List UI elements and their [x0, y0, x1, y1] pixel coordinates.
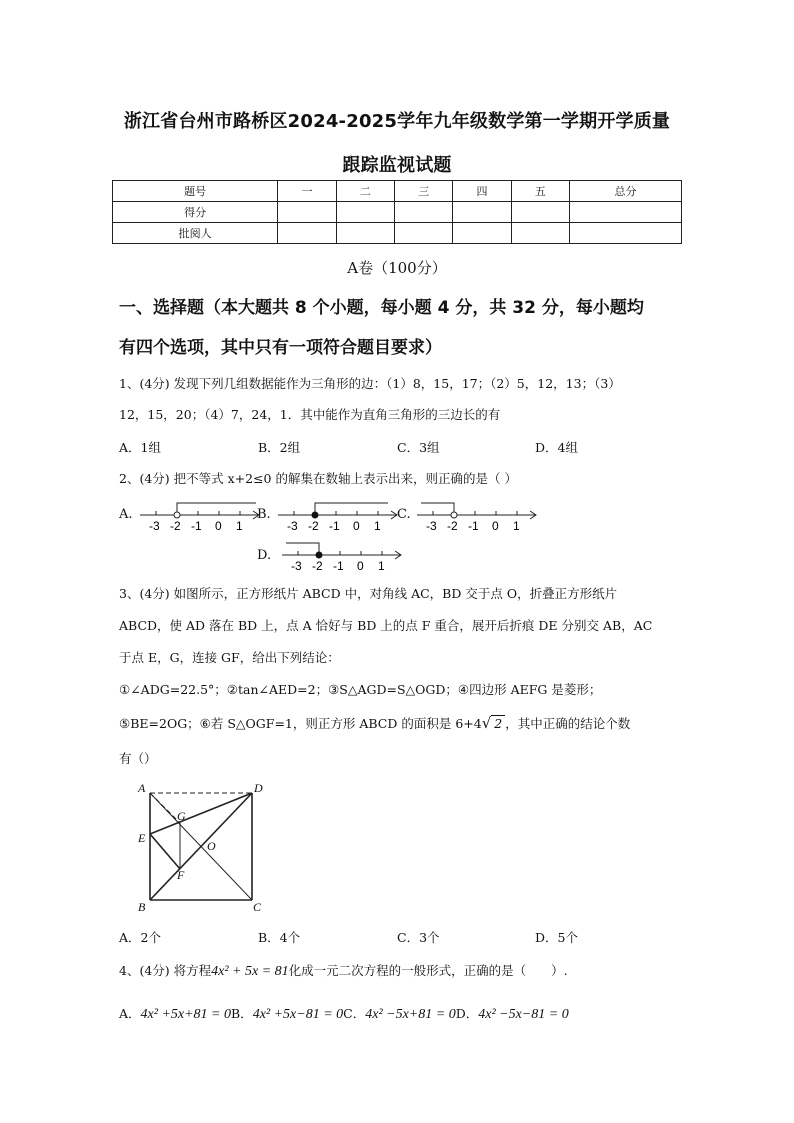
tick-label: -3	[149, 519, 160, 533]
q3-stem-line6: 有（）	[119, 751, 157, 766]
score-cell	[453, 202, 511, 223]
q3-conclusions-line2	[119, 709, 679, 738]
tick-label: 0	[215, 519, 222, 533]
square-fold-figure	[134, 780, 274, 915]
tick-label: 1	[374, 519, 381, 533]
score-table-header-row	[113, 181, 682, 202]
q4-stem-a: 4、(4分) 将方程	[119, 963, 212, 978]
section-heading-line2: 有四个选项，其中只有一项符合题目要求）	[119, 338, 442, 358]
tick-label: 0	[492, 519, 499, 533]
score-cell	[278, 202, 336, 223]
q3-option-d: D．5个	[535, 930, 578, 945]
q2-stem: 2、(4分) 把不等式 x+2≤0 的解集在数轴上表示出来，则正确的是（ ）	[119, 471, 517, 486]
score-cell	[570, 223, 682, 244]
q1-option-a: A．1组	[119, 440, 161, 455]
score-header-cell: 四	[453, 181, 511, 202]
q1-option-c: C．3组	[397, 440, 440, 455]
q3-option-b: B．4个	[258, 930, 301, 945]
q4-stem	[119, 957, 679, 986]
score-row-label: 得分	[113, 202, 278, 223]
tick-label: -3	[291, 559, 302, 573]
q4-equation: 4x² + 5x = 81	[211, 964, 289, 979]
point-label-e: E	[138, 831, 146, 845]
section-heading-line1: 一、选择题（本大题共 8 个小题，每小题 4 分，共 32 分，每小题均	[119, 298, 644, 318]
score-header-cell: 题号	[113, 181, 278, 202]
q4-stem-b: 化成一元二次方程的一般形式，正确的是（ ）.	[288, 963, 568, 978]
tick-label: -1	[191, 519, 202, 533]
tick-label: 1	[513, 519, 520, 533]
point-label-f: F	[177, 868, 185, 882]
score-cell	[336, 223, 394, 244]
point-label-g: G	[177, 809, 186, 823]
score-cell	[395, 223, 453, 244]
q3-conclusions-line1: ①∠ADG=22.5°；②tan∠AED=2；③S△AGD=S△OGD；④四边形 AEFG 是菱形；	[119, 682, 602, 697]
tick-label: 0	[353, 519, 360, 533]
score-cell	[453, 223, 511, 244]
number-line-d	[278, 537, 408, 573]
q1-stem-line1: 1、(4分) 发现下列几组数据能作为三角形的边：（1）8，15，17；（2）5，12，13；（3）	[119, 376, 621, 391]
tick-label: -3	[426, 519, 437, 533]
q3-line5-b: ，其中正确的结论个数	[505, 716, 631, 731]
score-cell	[511, 202, 569, 223]
q2-label-b: B.	[257, 507, 271, 522]
q1-option-d: D．4组	[535, 440, 578, 455]
q3-stem-line3: 于点 E，G，连接 GF，给出下列结论：	[119, 650, 340, 665]
page-title-line1: 浙江省台州市路桥区2024-2025学年九年级数学第一学期开学质量	[123, 111, 671, 132]
page-title-line2: 跟踪监视试题	[342, 155, 452, 176]
number-line-b	[274, 497, 404, 533]
tick-label: -2	[308, 519, 319, 533]
q3-line5-a: ⑤BE=2OG；⑥若 S△OGF=1，则正方形 ABCD 的面积是 6+4	[119, 716, 482, 731]
q4-option-c-label: C．	[343, 1006, 366, 1021]
q1-option-b: B．2组	[258, 440, 301, 455]
tick-label: -3	[287, 519, 298, 533]
score-cell	[511, 223, 569, 244]
score-header-cell: 五	[511, 181, 569, 202]
q2-label-d: D.	[257, 548, 272, 563]
q2-label-c: C.	[397, 507, 411, 522]
q4-option-a: 4x² +5x+81 = 0	[140, 1007, 231, 1022]
score-header-cell: 总分	[570, 181, 682, 202]
tick-label: -1	[329, 519, 340, 533]
q4-option-d: 4x² −5x−81 = 0	[478, 1007, 569, 1022]
score-header-cell: 一	[278, 181, 336, 202]
number-line-a	[136, 497, 266, 533]
score-cell	[395, 202, 453, 223]
q4-options-row	[119, 1000, 679, 1029]
score-header-cell: 三	[395, 181, 453, 202]
tick-label: -2	[170, 519, 181, 533]
q4-option-a-label: A．	[119, 1006, 141, 1021]
tick-label: 1	[378, 559, 385, 573]
score-header-cell: 二	[336, 181, 394, 202]
vertex-label-c: C	[253, 900, 262, 914]
tick-label: 1	[236, 519, 243, 533]
q3-stem-line1: 3、(4分) 如图所示，正方形纸片 ABCD 中，对角线 AC，BD 交于点 O，折叠正方形纸片	[119, 586, 618, 601]
score-table-row	[113, 223, 682, 244]
q3-stem-line2: ABCD，使 AD 落在 BD 上，点 A 恰好与 BD 上的点 F 重合，展开后折痕 DE 分别交 AB，AC	[119, 618, 653, 633]
number-line-c	[413, 497, 543, 533]
volume-label: A卷（100分）	[347, 259, 447, 277]
q4-option-b-label: B．	[231, 1006, 253, 1021]
tick-label: -2	[447, 519, 458, 533]
score-cell	[570, 202, 682, 223]
vertex-label-b: B	[138, 900, 146, 914]
tick-label: -2	[312, 559, 323, 573]
score-cell	[278, 223, 336, 244]
score-row-label: 批阅人	[113, 223, 278, 244]
q2-label-a: A.	[119, 507, 133, 522]
q4-option-c: 4x² −5x+81 = 0	[365, 1007, 456, 1022]
q4-option-b: 4x² +5x−81 = 0	[252, 1007, 344, 1022]
tick-label: -1	[468, 519, 479, 533]
vertex-label-a: A	[138, 781, 146, 795]
q1-stem-line2: 12，15，20；（4）7，24，1．其中能作为直角三角形的三边长的有	[119, 407, 501, 422]
sqrt-symbol: √	[481, 714, 492, 732]
score-table-row	[113, 202, 682, 223]
q3-option-c: C．3个	[397, 930, 440, 945]
score-table	[112, 180, 682, 244]
tick-label: -1	[333, 559, 344, 573]
q3-option-a: A．2个	[119, 930, 161, 945]
tick-label: 0	[357, 559, 364, 573]
q4-option-d-label: D．	[455, 1006, 479, 1021]
score-cell	[336, 202, 394, 223]
sqrt-radicand: 2	[491, 715, 505, 731]
vertex-label-d: D	[254, 781, 263, 795]
point-label-o: O	[207, 839, 216, 853]
